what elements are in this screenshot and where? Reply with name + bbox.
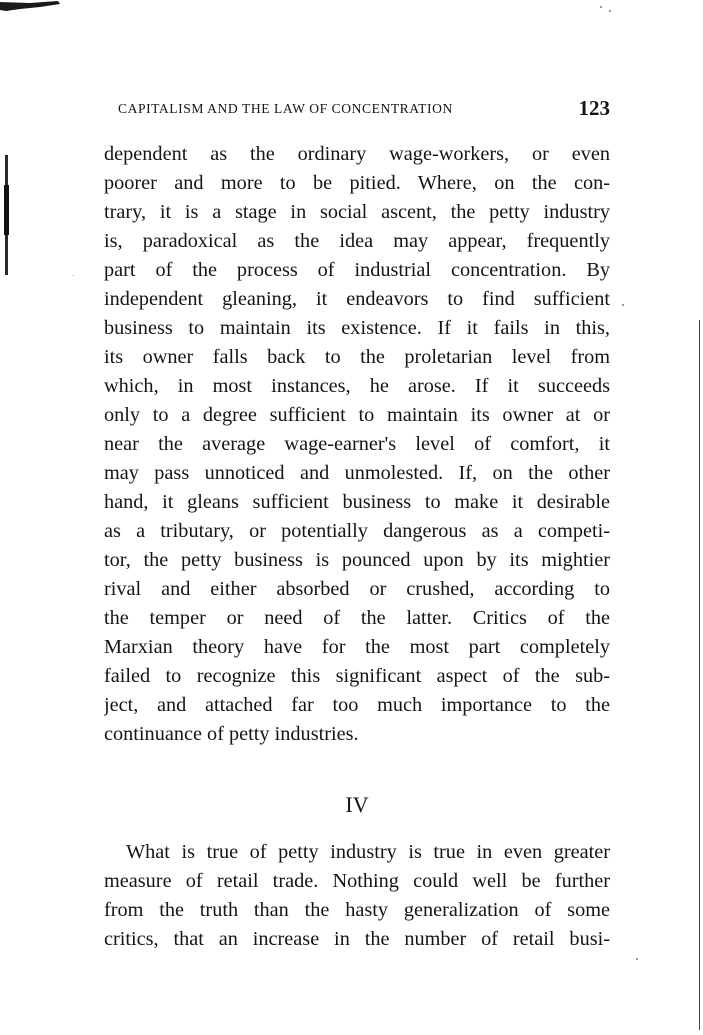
text-line: its owner falls back to the proletarian level from	[104, 346, 610, 368]
text-line: poorer and more to be pitied. Where, on the con-	[104, 172, 610, 194]
paragraph-new	[104, 838, 610, 954]
text-line: may pass unnoticed and unmolested. If, on the other	[104, 462, 610, 484]
text-line: ject, and attached far too much importance to the	[104, 694, 610, 716]
page-number: 123	[578, 96, 610, 120]
text-line: from the truth than the hasty generalization of some	[104, 899, 610, 921]
text-line: What is true of petty industry is true in even greater	[126, 841, 610, 863]
scan-speck	[609, 10, 611, 12]
scan-speck	[73, 275, 74, 276]
scan-binding-mark-left	[4, 155, 10, 275]
running-head	[118, 96, 613, 122]
text-line: is, paradoxical as the idea may appear, frequently	[104, 230, 610, 252]
text-line: failed to recognize this significant aspect of the sub-	[104, 665, 610, 687]
scan-speck	[622, 304, 624, 306]
section-heading: IV	[345, 792, 369, 817]
text-line: independent gleaning, it endeavors to find sufficient	[104, 288, 610, 310]
text-line: hand, it gleans sufficient business to make it desirable	[104, 491, 610, 513]
running-title: CAPITALISM AND THE LAW OF CONCENTRATION	[118, 101, 453, 116]
scan-speck	[600, 6, 602, 8]
text-line: which, in most instances, he arose. If it succeeds	[104, 375, 610, 397]
text-line: tor, the petty business is pounced upon by its mightier	[104, 549, 610, 571]
text-line: near the average wage-earner's level of comfort, it	[104, 433, 610, 455]
text-line: rival and either absorbed or crushed, according to	[104, 578, 610, 600]
text-line: Marxian theory have for the most part completely	[104, 636, 610, 658]
text-line: trary, it is a stage in social ascent, the petty industry	[104, 201, 610, 223]
text-line: part of the process of industrial concentration. By	[104, 259, 610, 281]
text-line: the temper or need of the latter. Critics of the	[104, 607, 610, 629]
text-line: continuance of petty industries.	[104, 723, 359, 745]
text-line: business to maintain its existence. If it fails in this,	[104, 317, 610, 339]
text-line: only to a degree sufficient to maintain its owner at or	[104, 404, 610, 426]
scan-page-edge-right	[697, 320, 702, 1030]
scan-smudge-top-left	[0, 0, 62, 12]
scan-speck	[636, 958, 638, 960]
paragraph-continued	[104, 140, 610, 749]
text-line: dependent as the ordinary wage-workers, or even	[104, 143, 610, 165]
text-line: as a tributary, or potentially dangerous as a competi-	[104, 520, 610, 542]
text-line: measure of retail trade. Nothing could well be further	[104, 870, 610, 892]
text-line: critics, that an increase in the number of retail busi-	[104, 928, 610, 950]
